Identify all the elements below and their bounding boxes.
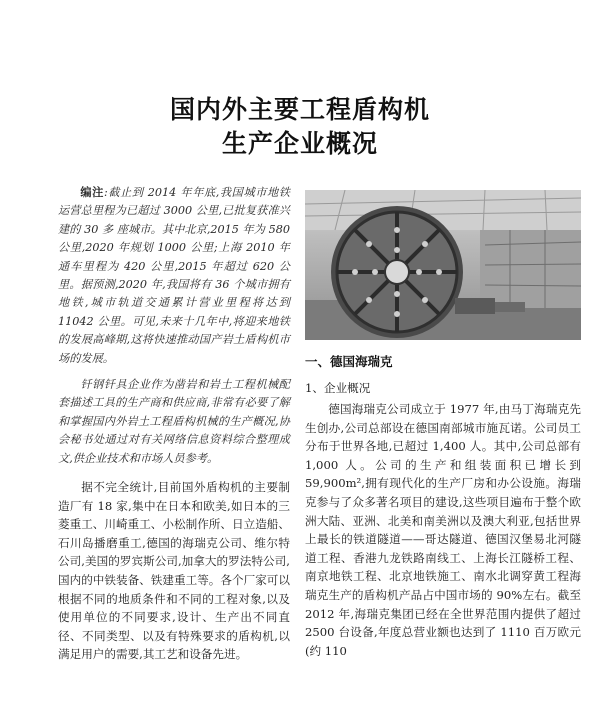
right-column [305,190,581,660]
company-overview-paragraph: 德国海瑞克公司成立于 1977 年,由马丁海瑞克先生创办,公司总部设在德国南部城市施瓦诺。公司员工分布于世界各地,已超过 1,400 人。其中,公司总部有 1,000 人。公司的生产和组装面积已增长到 59,900m²,拥有现代化的生产厂房和办公设施。海瑞克参与了众多著名项目的建设,这些项目遍布于整个欧洲大陆、亚洲、北美和南美洲以及澳大利亚,包括世界上最长的铁道隧道——哥达隧道、德国汉堡易北河隧道工程、香港九龙铁路南线工、上海长江隧桥工程、南京地铁工程、北京地铁施工、南水北调穿黄工程海瑞克生产的盾构机产品占中国市场的 90%左右。截至 2012 年,海瑞克集团已经在全世界范围内提供了超过 2500 台设备,年度总营业额也达到了 1110 百万欧元(约 110 [305,402,581,658]
tunnel-boring-machine-photo [305,190,581,340]
left-column [58,183,290,664]
tbm-illustration [305,190,581,340]
page-title-line-1: 国内外主要工程盾构机 [169,95,430,124]
intro-paragraph: 据不完全统计,目前国外盾构机的主要制造厂有 18 家,集中在日本和欧美,如日本的三菱重工、川崎重工、小松制作所、日立造船、石川岛播磨重工,德国的海瑞克公司、维尔特公司,美国的罗宾斯公司,加拿大的罗法特公司,国内的中铁装备、铁建重工等。各个厂家可以根据不同的地质条件和不同的工程对象,以及使用单位的不同要求,设计、生产出不同直径、不同类型、以及有特殊要求的盾构机,以满足用户的需要,其工艺和设备先进。 [58,480,290,662]
editor-note-paragraph-2: 钎钢钎具企业作为凿岩和岩土工程机械配套描述工具的生产商和供应商,非常有必要了解和掌握国内外岩土工程盾构机械的生产概况,协会秘书处通过对有关网络信息资料综合整理成文,供企业技术和市场人员参考。 [58,378,290,465]
page-title-line-2: 生产企业概况 [221,129,378,158]
editor-note-label: 编注 [80,185,104,199]
sub-heading: 1、企业概况 [305,381,371,395]
editor-note [58,183,290,368]
editor-note-text: :截止到 2014 年年底,我国城市地铁运营总里程为已超过 3000 公里,已批复获准兴建的 30 多 座城市。其中北京,2015 年为 580 公里,2020 年规划 1000 公里;上海 2010 年通车里程为 420 公里,2015 年超过 620 公里。据预测,2020 年,我国将有 36 个城市拥有地铁,城市轨道交通累计营业里程将达到 11042 公里。可见,未来十几年中,将迎来地铁的发展高峰期,这将快速推动国产岩土盾构机市场的发展。 [58,186,290,365]
section-heading: 一、德国海瑞克 [305,354,393,369]
